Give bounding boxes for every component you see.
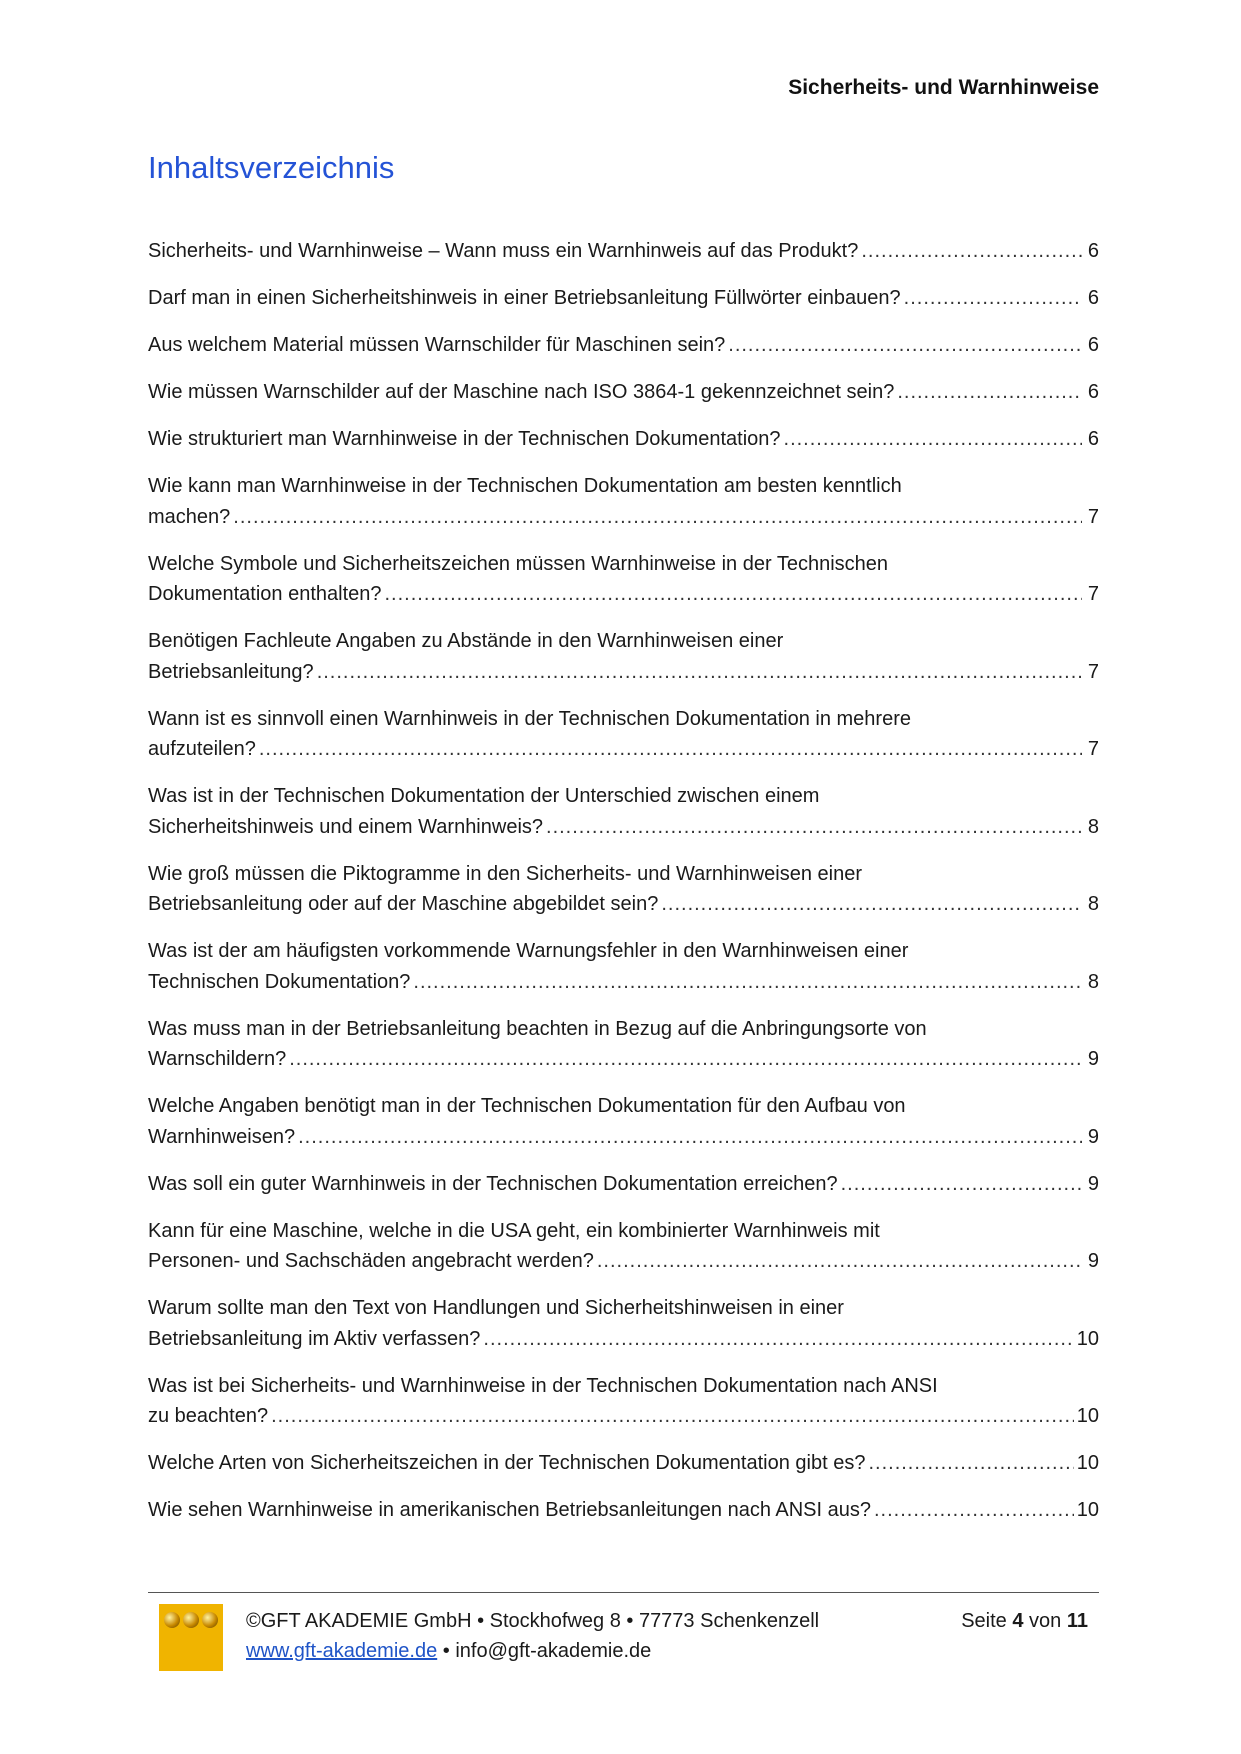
page-number — [961, 1610, 1088, 1633]
gft-logo — [159, 1604, 223, 1671]
toc-entry-text: Wie strukturiert man Warnhinweise in der Technischen Dokumentation? — [148, 428, 781, 450]
toc-page-number: 9 — [1087, 1125, 1099, 1148]
toc-entry-text: Dokumentation enthalten? — [148, 583, 382, 605]
toc-entry-text: machen? — [148, 505, 231, 528]
toc-page-number: 10 — [1076, 1452, 1099, 1474]
toc-dot-leader — [868, 1448, 1073, 1479]
toc-page-number: 6 — [1087, 240, 1099, 262]
toc-page-number: 8 — [1087, 893, 1099, 915]
toc-entry-text: Betriebsanleitung oder auf der Maschine abgebildet sein? — [148, 893, 659, 915]
toc-entry-text: Warnschildern? — [148, 1048, 287, 1070]
footer-company-address: ©GFT AKADEMIE GmbH • Stockhofweg 8 • 77773 Schenkenzell — [246, 1610, 820, 1632]
toc-page-number: 9 — [1087, 1250, 1099, 1272]
toc-entry-text: Wie sehen Warnhinweise in amerikanischen Betriebsanleitungen nach ANSI aus? — [148, 1499, 871, 1521]
footer-separator: • — [437, 1640, 456, 1662]
toc-entry[interactable] — [148, 1216, 1099, 1277]
toc-entry-text: aufzuteilen? — [148, 738, 256, 760]
toc-entry-text: Aus welchem Material müssen Warnschilder für Maschinen sein? — [148, 334, 726, 356]
toc-dot-leader — [385, 579, 1083, 610]
toc-entry[interactable] — [148, 549, 1099, 610]
page-number-prefix: Seite — [961, 1610, 1013, 1632]
toc-entry-text: Kann für eine Maschine, welche in die USA geht, ein kombinierter Warnhinweis mit — [148, 1219, 880, 1242]
toc-entry-text: Was muss man in der Betriebsanleitung beachten in Bezug auf die Anbringungsorte von — [148, 1017, 927, 1040]
toc-dot-leader — [728, 330, 1082, 361]
toc-page-number: 10 — [1076, 1405, 1099, 1427]
toc-entry[interactable] — [148, 936, 1099, 997]
toc-page-number: 7 — [1087, 505, 1099, 528]
toc-page-number: 10 — [1076, 1327, 1099, 1350]
toc-entry-text: Technischen Dokumentation? — [148, 970, 411, 993]
toc-page-number: 9 — [1087, 1172, 1099, 1195]
logo-circle-icon — [164, 1612, 180, 1628]
toc-entry-text: Was ist der am häufigsten vorkommende Warnungsfehler in den Warnhinweisen einer — [148, 940, 909, 962]
toc-entry[interactable] — [148, 1014, 1099, 1075]
toc-entry-text: Was soll ein guter Warnhinweis in der Technischen Dokumentation erreichen? — [148, 1172, 838, 1195]
toc-entry-text: Welche Angaben benötigt man in der Technischen Dokumentation für den Aufbau von — [148, 1095, 906, 1117]
toc-entry[interactable] — [148, 1371, 1099, 1432]
toc-page-number: 6 — [1087, 428, 1099, 450]
toc-dot-leader — [874, 1495, 1074, 1526]
toc-entry[interactable] — [148, 781, 1099, 842]
toc-page-number: 9 — [1087, 1048, 1099, 1070]
logo-circle-icon — [202, 1612, 218, 1628]
toc-dot-leader — [897, 377, 1082, 408]
toc-entry[interactable] — [148, 283, 1099, 314]
toc-entry-text: Welche Symbole und Sicherheitszeichen müssen Warnhinweise in der Technischen — [148, 552, 889, 575]
toc-entry[interactable] — [148, 859, 1099, 920]
toc-page-number: 8 — [1087, 815, 1099, 838]
toc-dot-leader — [271, 1401, 1074, 1432]
toc-dot-leader — [233, 502, 1082, 533]
toc-entry[interactable] — [148, 1293, 1099, 1354]
toc-page-number: 6 — [1087, 287, 1099, 309]
page-header-title: Sicherheits- und Warnhinweise — [788, 76, 1099, 99]
logo-circle-icon — [183, 1612, 199, 1628]
toc-page-number: 7 — [1087, 583, 1099, 605]
toc-entry-text: Was ist in der Technischen Dokumentation der Unterschied zwischen einem — [148, 785, 820, 807]
toc-entry[interactable] — [148, 704, 1099, 765]
toc-entry[interactable] — [148, 626, 1099, 687]
toc-entry-text: Wie müssen Warnschilder auf der Maschine nach ISO 3864-1 gekennzeichnet sein? — [148, 381, 895, 403]
toc-entry-text: Sicherheitshinweis und einem Warnhinweis? — [148, 815, 544, 838]
page-number-total: 11 — [1066, 1610, 1088, 1632]
toc-entry-text: Darf man in einen Sicherheitshinweis in einer Betriebsanleitung Füllwörter einbauen? — [148, 287, 901, 309]
toc-dot-leader — [317, 657, 1082, 688]
toc-entry-text: Betriebsanleitung im Aktiv verfassen? — [148, 1327, 481, 1350]
toc-dot-leader — [861, 236, 1082, 267]
toc-entry-text: Warnhinweisen? — [148, 1125, 296, 1148]
toc-dot-leader — [483, 1324, 1073, 1355]
toc-dot-leader — [298, 1122, 1082, 1153]
toc-dot-leader — [841, 1169, 1082, 1200]
toc-entry[interactable] — [148, 1448, 1099, 1479]
page-number-middle: von — [1023, 1610, 1067, 1632]
toc-entry[interactable] — [148, 424, 1099, 455]
toc-dot-leader — [259, 734, 1082, 765]
toc-page-number: 8 — [1087, 970, 1099, 993]
toc-entry-text: Sicherheits- und Warnhinweise – Wann muss ein Warnhinweis auf das Produkt? — [148, 240, 859, 262]
footer-divider — [148, 1592, 1099, 1593]
toc-dot-leader — [546, 812, 1082, 843]
toc-entry-text: Betriebsanleitung? — [148, 660, 314, 683]
toc-dot-leader — [661, 889, 1082, 920]
toc-entry[interactable] — [148, 330, 1099, 361]
toc-entry[interactable] — [148, 471, 1099, 532]
toc-entry-text: Benötigen Fachleute Angaben zu Abstände in den Warnhinweisen einer — [148, 630, 784, 652]
toc-dot-leader — [904, 283, 1082, 314]
toc-entry-text: zu beachten? — [148, 1405, 269, 1427]
toc-page-number: 7 — [1087, 738, 1099, 760]
toc-entry[interactable] — [148, 1495, 1099, 1526]
toc-entry-text: Wie kann man Warnhinweise in der Technischen Dokumentation am besten kenntlich — [148, 475, 902, 497]
toc-entry[interactable] — [148, 377, 1099, 408]
website-link[interactable]: www.gft-akademie.de — [246, 1640, 438, 1662]
toc-entry[interactable] — [148, 236, 1099, 267]
toc-entry-text: Personen- und Sachschäden angebracht werden? — [148, 1250, 594, 1272]
toc-entry[interactable] — [148, 1091, 1099, 1152]
toc-page-number: 6 — [1087, 381, 1099, 403]
table-of-contents — [148, 236, 1099, 1542]
toc-dot-leader — [289, 1044, 1082, 1075]
toc-entry-text: Wie groß müssen die Piktogramme in den Sicherheits- und Warnhinweisen einer — [148, 862, 863, 885]
toc-entry-text: Warum sollte man den Text von Handlungen und Sicherheitshinweisen in einer — [148, 1297, 844, 1319]
email-text: info@gft-akademie.de — [455, 1640, 652, 1662]
toc-dot-leader — [413, 967, 1082, 998]
toc-page-number: 7 — [1087, 660, 1099, 683]
footer-contact — [246, 1640, 651, 1663]
toc-page-number: 6 — [1087, 334, 1099, 356]
toc-entry-text: Welche Arten von Sicherheitszeichen in der Technischen Dokumentation gibt es? — [148, 1452, 866, 1474]
toc-dot-leader — [784, 424, 1082, 455]
toc-entry[interactable] — [148, 1169, 1099, 1200]
toc-page-number: 10 — [1076, 1499, 1099, 1521]
toc-heading: Inhaltsverzeichnis — [148, 150, 395, 185]
toc-dot-leader — [597, 1246, 1082, 1277]
toc-entry-text: Was ist bei Sicherheits- und Warnhinweise in der Technischen Dokumentation nach ANSI — [148, 1374, 938, 1397]
toc-entry-text: Wann ist es sinnvoll einen Warnhinweis in der Technischen Dokumentation in mehrere — [148, 707, 911, 730]
page-number-current: 4 — [1012, 1610, 1024, 1632]
